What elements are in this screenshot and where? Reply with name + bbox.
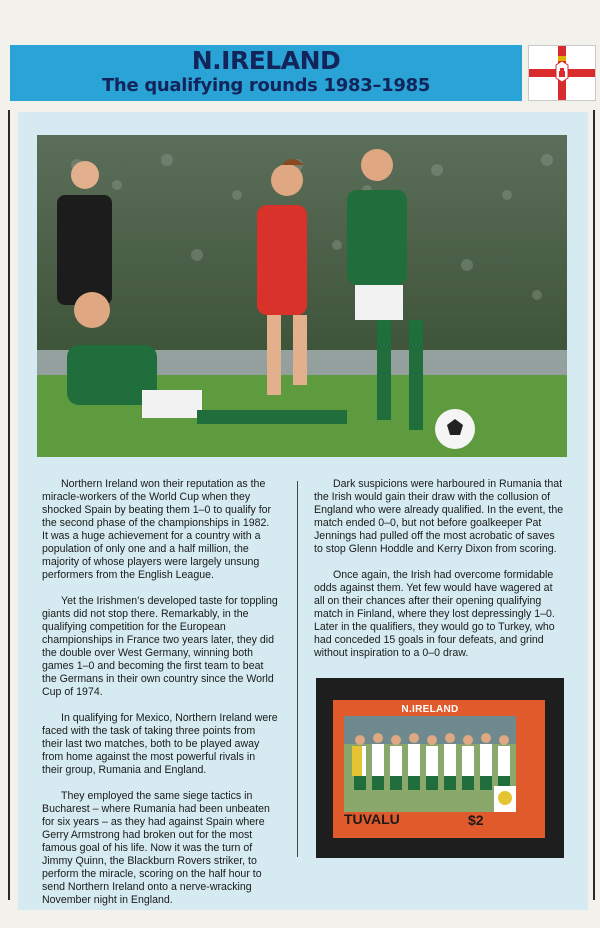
page-title: N.IRELAND (191, 46, 341, 75)
ulster-flag-icon (528, 45, 596, 101)
article-left-column (42, 478, 278, 920)
article-paragraph: Once again, the Irish had overcome formidable odds against them. Yet few would have wagered at all on their chances after their opening qualifying match in Finland, where they lost depressingly 1–0. Later in the qualifiers, they would go to Turkey, who had conceded 15 goals in four defeats, and grind without inspiration to a 0–0 draw. (314, 569, 555, 659)
stamp-value: $2 (468, 812, 484, 828)
left-margin-line (8, 110, 10, 900)
team-photo-icon (344, 716, 516, 812)
article-paragraph: They employed the same siege tactics in Bucharest – where Rumania had been unbeaten for six years – as they had against Spain where Gerry Armstrong had broken out for the most famous goal of his life. Now it was the turn of Jimmy Quinn, the Blackburn Rovers striker, to perform the miracle, scoring on the half hour to send Northern Ireland onto a nerve-wracking November night in England. (42, 790, 270, 906)
article-paragraph: Northern Ireland won their reputation as the miracle-workers of the World Cup when they shocked Spain by beating them 1–0 to qualify for the second phase of the championships in 1982. It was a huge achievement for a country with a population of only one and a half million, the majority of whose players were largely unsung performers from the English League. (42, 478, 272, 581)
article-paragraph: Yet the Irishmen’s developed taste for toppling giants did not stop there. Remarkably, in the qualifying competition for the European championships in France two years later, they did the double over West Germany, winning both games 1–0 and becoming the first team to beat the Germans in their own country since the World Cup of 1974. (42, 595, 278, 698)
football-match-photo (37, 135, 567, 457)
stamp-title: N.IRELAND (401, 704, 459, 715)
right-margin-line (593, 110, 595, 900)
article-paragraph: In qualifying for Mexico, Northern Ireland were faced with the task of taking three points from their last two matches, both to be played away from home against the most powerful rivals in their group, Rumania and England. (42, 712, 278, 776)
column-divider (297, 481, 298, 857)
page-subtitle: The qualifying rounds 1983–1985 (101, 75, 431, 96)
page-header (10, 45, 522, 101)
stamp-country: TUVALU (344, 811, 400, 827)
article-paragraph: Dark suspicions were harboured in Rumania that the Irish would gain their draw with the collusion of England who were already qualified. In the event, the match ended 0–0, but not before goalkeeper Pat Jennings had pulled off the most acrobatic of saves to stop Glenn Hoddle and Kerry Dixon from scoring. (314, 478, 564, 555)
article-right-column (314, 478, 564, 673)
